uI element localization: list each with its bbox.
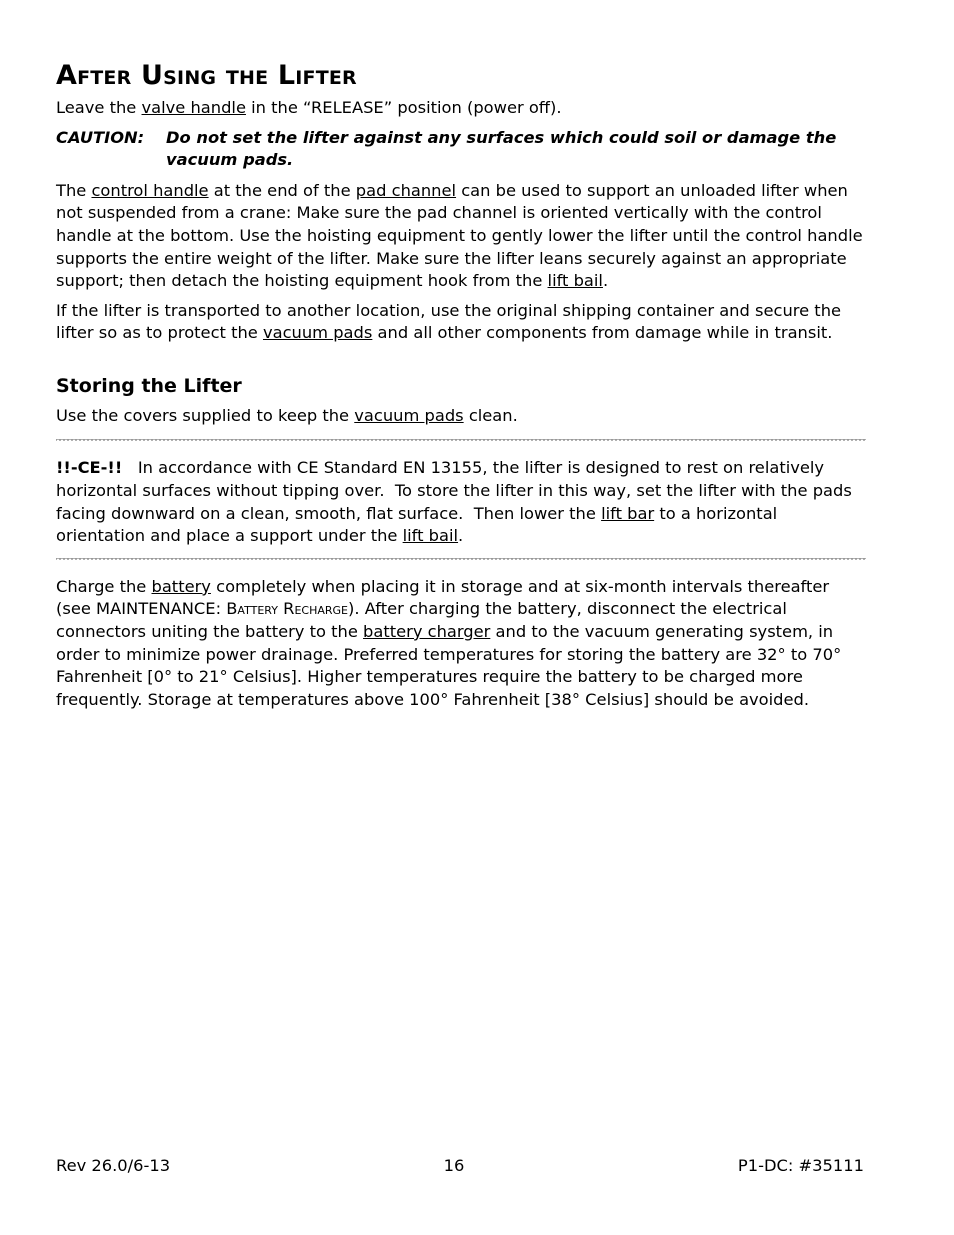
text: Charge the xyxy=(56,576,152,596)
link-control-handle[interactable]: control handle xyxy=(91,180,209,200)
link-vacuum-pads[interactable]: vacuum pads xyxy=(262,323,373,343)
ce-label: !!-CE-!! xyxy=(56,458,123,478)
paragraph-battery xyxy=(56,576,866,712)
link-battery[interactable]: battery xyxy=(151,576,211,596)
paragraph-valve-handle xyxy=(56,97,866,120)
ce-note xyxy=(56,457,866,547)
link-vacuum-pads[interactable]: vacuum pads xyxy=(354,405,464,425)
footer-document-id: P1-DC: #35111 xyxy=(737,1156,864,1175)
link-lift-bar[interactable]: lift bar xyxy=(601,503,655,523)
link-valve-handle[interactable]: valve handle xyxy=(141,98,246,118)
paragraph-control-handle xyxy=(56,180,866,293)
caution-note xyxy=(56,127,866,172)
text: clean. xyxy=(463,405,518,425)
text: and to the vacuum generating system, in order to minimize power drainage. Preferred temperatures for storing the battery are 32° to 70° Fahrenheit [0° to 21° Celsius]. Higher temperatures require the battery to be charged more frequently. Storage at temperatures above 100° Fahrenheit [38° Celsius] should be avoided. xyxy=(56,621,842,709)
link-lift-bail[interactable]: lift bail xyxy=(402,526,459,546)
footer-revision: Rev 26.0/6-13 xyxy=(56,1156,171,1175)
text: in the “RELEASE” position (power off). xyxy=(245,98,562,118)
text: . xyxy=(602,271,609,291)
link-lift-bail[interactable]: lift bail xyxy=(547,271,603,291)
text: Leave the xyxy=(56,98,142,118)
caution-label: CAUTION: xyxy=(56,127,145,147)
document-page xyxy=(56,60,866,718)
text: Use the covers supplied to keep the xyxy=(56,405,355,425)
link-battery-charger[interactable]: battery charger xyxy=(363,621,491,641)
link-pad-channel[interactable]: pad channel xyxy=(355,180,457,200)
caution-text: Do not set the lifter against any surfaces which could soil or damage the vacuum pads. xyxy=(166,127,837,170)
subsection-heading: Storing the Lifter xyxy=(56,374,242,397)
text: If the lifter is transported to another location, use the original shipping container and secure the lifter so as to protect the xyxy=(56,300,842,343)
text: In accordance with CE Standard EN 13155, the lifter is designed to rest on relatively horizontal surfaces without tipping over. To store the lifter in this way, set the lifter with the pads facing downward on a clean, smooth, flat surface. Then lower the xyxy=(56,458,858,523)
text: completely when placing it in storage and at six-month intervals thereafter (see MAINTENANCE: xyxy=(56,576,830,619)
paragraph-covers xyxy=(56,405,866,428)
page-footer xyxy=(56,1156,864,1175)
zigzag-divider xyxy=(56,558,866,564)
text: . xyxy=(458,526,464,546)
paragraph-transport xyxy=(56,300,866,345)
footer-page-number: 16 xyxy=(443,1156,465,1175)
text: ). After charging the battery, disconnect the electrical connectors uniting the battery to the xyxy=(56,599,787,641)
section-heading: After Using the Lifter xyxy=(56,60,357,91)
zigzag-divider xyxy=(56,439,866,445)
text: and all other components from damage while in transit. xyxy=(372,323,833,343)
text: to a horizontal orientation and place a support under the xyxy=(56,503,778,546)
battery-recharge-reference: Battery Recharge xyxy=(226,599,348,619)
text: The xyxy=(56,180,92,200)
text: can be used to support an unloaded lifter when not suspended from a crane: Make sure the pad channel is oriented vertically with the control handle at the bottom. Use the hoisting equipment to gently lower the lifter until the control handle supports the entire weight of the lifter. Make sure the lifter leans securely against an appropriate support; then detach the hoisting equipment hook from the xyxy=(56,180,863,291)
text: at the end of the xyxy=(208,180,356,200)
